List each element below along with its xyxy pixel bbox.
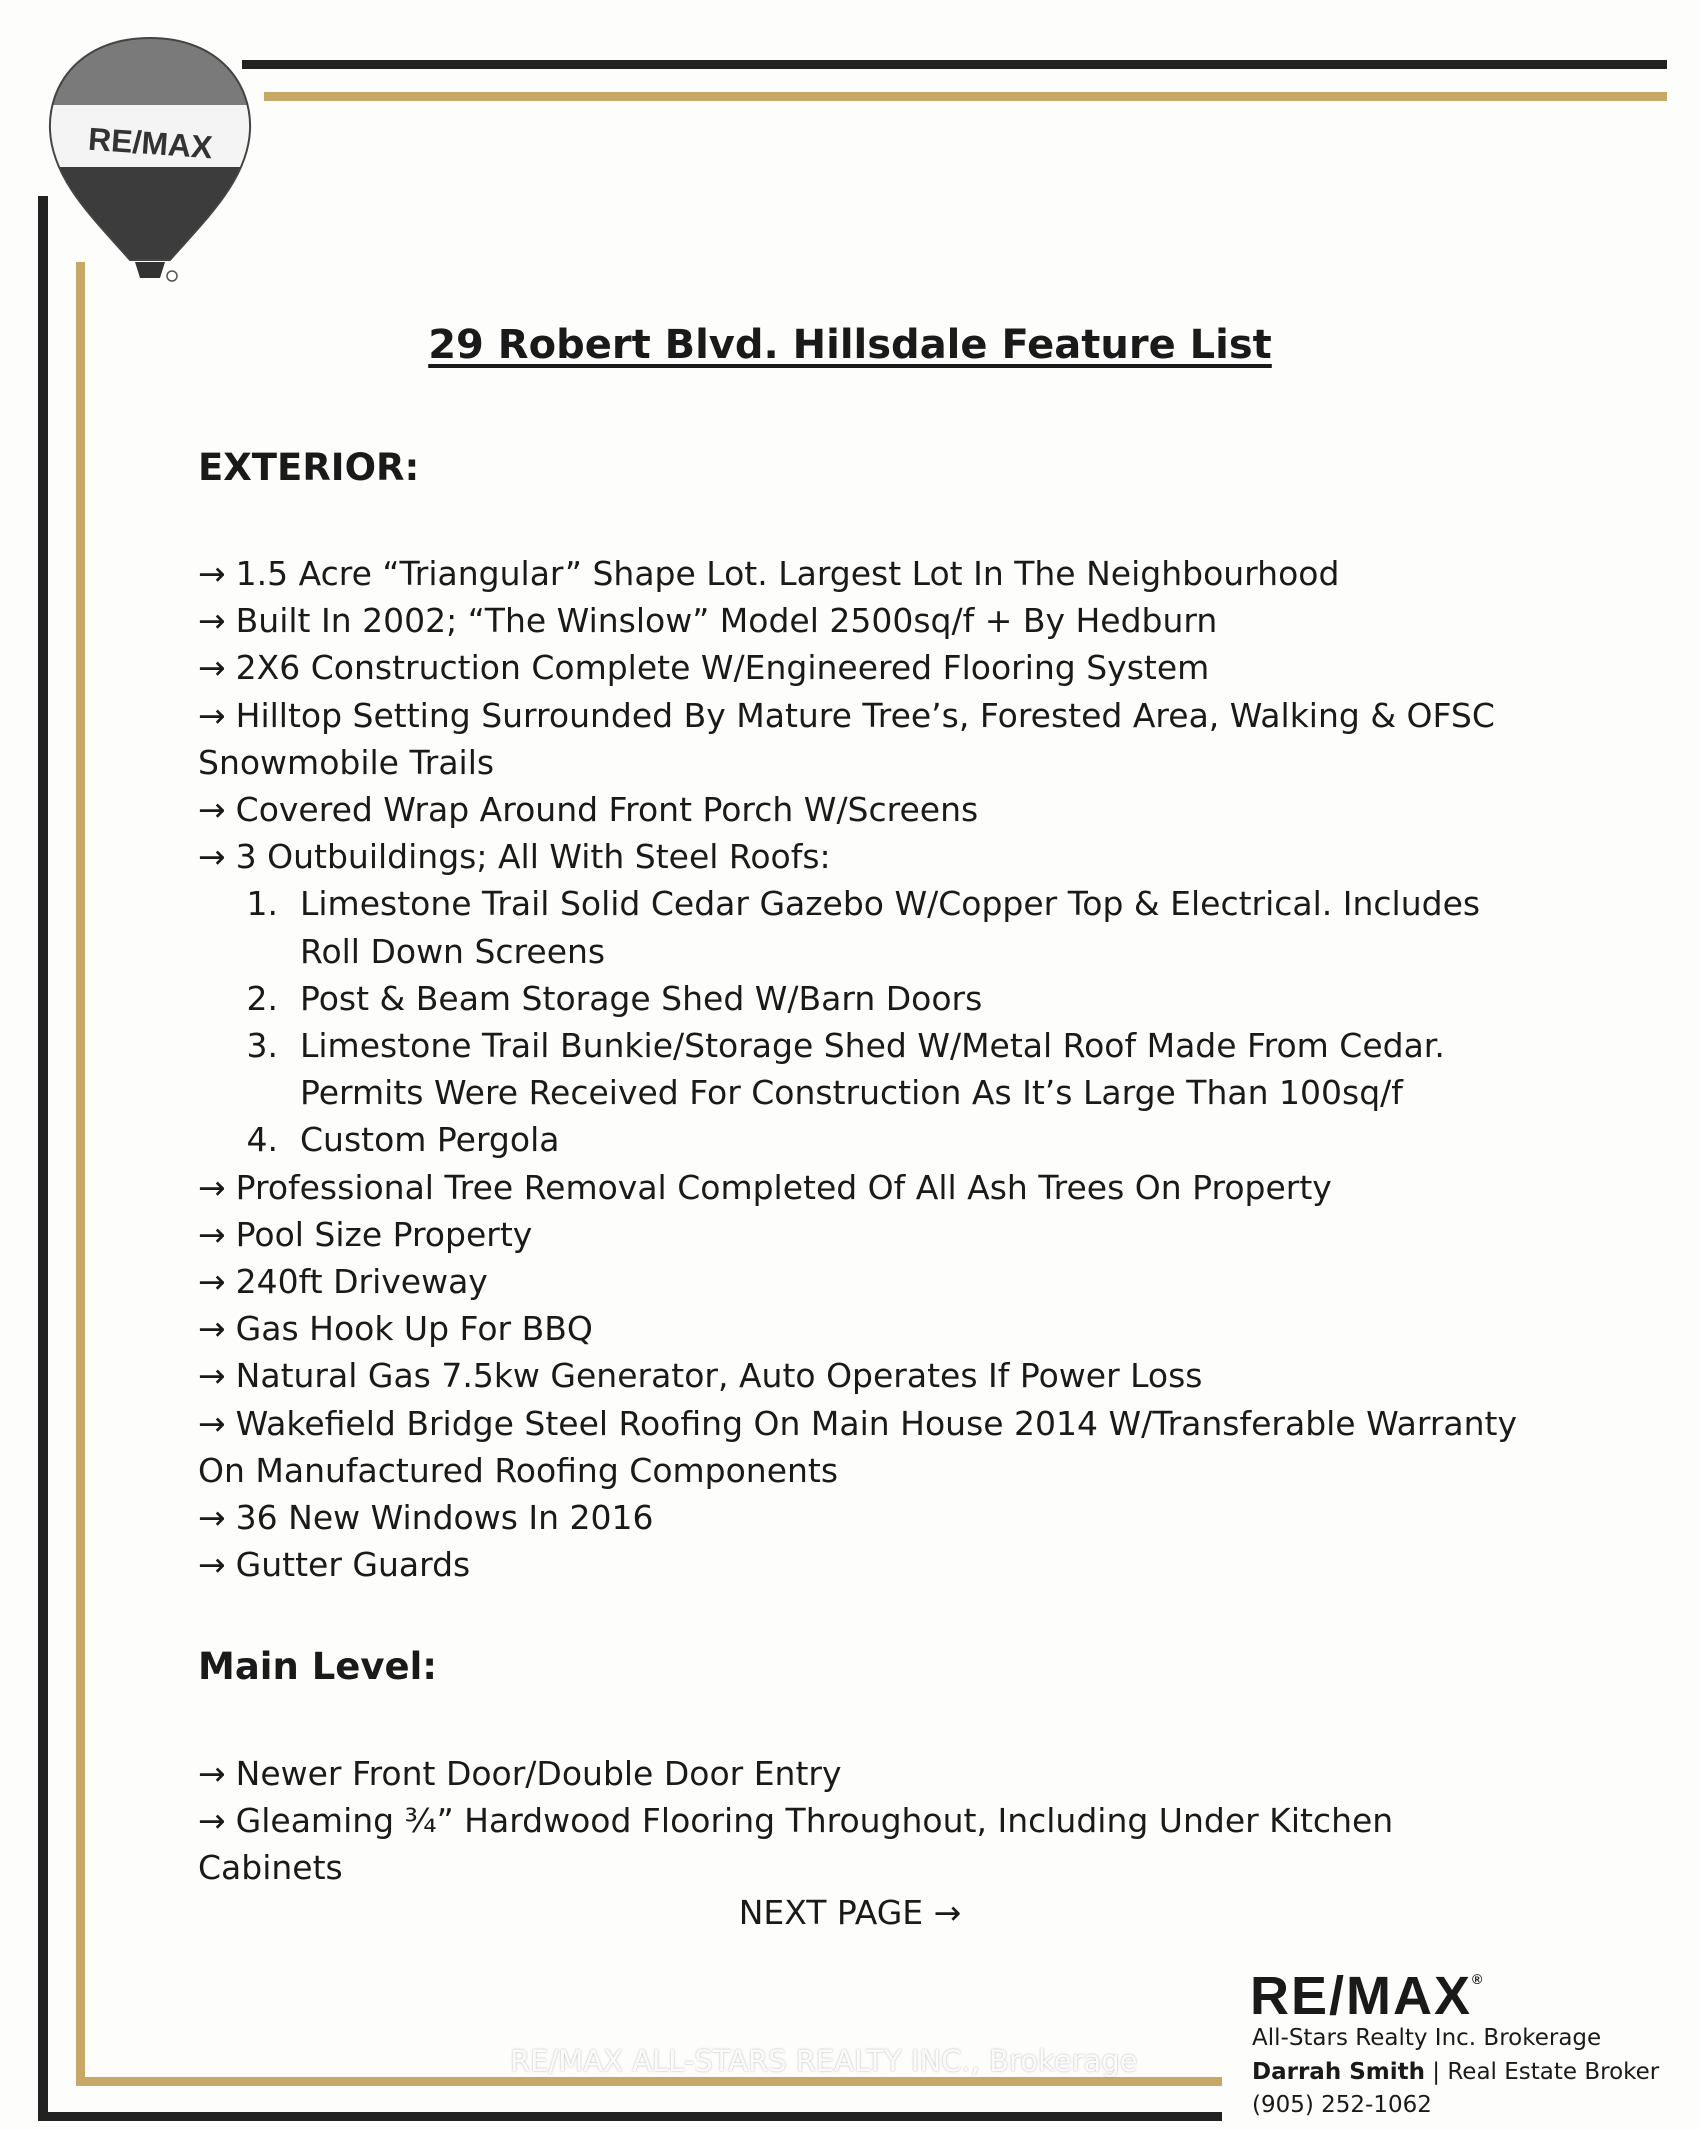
arrow-icon: → [198, 1498, 226, 1538]
arrow-icon: → [198, 1754, 226, 1793]
item-number: 1. [246, 884, 278, 924]
top-black-rule [242, 60, 1667, 69]
item-number: 3. [246, 1026, 278, 1066]
list-item: → 240ft Driveway [198, 1262, 488, 1302]
arrow-icon: → [198, 1214, 226, 1254]
outbuilding-item: 3. Limestone Trail Bunkie/Storage Shed W/Metal Roof Made From Cedar. Permits Were Received For Construction As It’s Large Than 100sq/f [198, 1022, 1518, 1116]
list-item: → Wakefield Bridge Steel Roofing On Main House 2014 W/Transferable Warranty [198, 1403, 1518, 1443]
list-item: → 3 Outbuildings; All With Steel Roofs: [198, 837, 831, 877]
list-item-continued: Snowmobile Trails [198, 742, 495, 782]
outbuilding-item: 4. Custom Pergola [198, 1116, 1518, 1163]
arrow-icon: → [198, 554, 226, 593]
main-level-heading: Main Level: [198, 1645, 438, 1688]
next-page-label: NEXT PAGE → [738, 1893, 962, 1932]
page-title: 29 Robert Blvd. Hillsdale Feature List [428, 322, 1272, 368]
arrow-icon: → [198, 837, 226, 877]
arrow-icon: → [198, 1403, 226, 1443]
item-number: 4. [246, 1120, 278, 1160]
arrow-icon: → [198, 1167, 226, 1207]
exterior-feature-list [198, 550, 1518, 1588]
bottom-black-rule [38, 2112, 1222, 2121]
bottom-gold-rule [76, 2077, 1222, 2086]
outbuilding-item: 2. Post & Beam Storage Shed W/Barn Doors [198, 975, 1518, 1022]
arrow-icon: → [198, 1309, 226, 1349]
top-gold-rule [264, 92, 1667, 101]
exterior-heading: EXTERIOR: [198, 446, 420, 489]
agent-info: Darrah Smith | Real Estate Broker [1252, 2059, 1660, 2085]
arrow-icon: → [198, 648, 226, 688]
arrow-icon: → [198, 601, 226, 641]
arrow-icon: → [198, 1801, 226, 1841]
list-item: → Pool Size Property [198, 1214, 533, 1254]
list-item: → Covered Wrap Around Front Porch W/Screens [198, 790, 979, 830]
list-item: → Gutter Guards [198, 1545, 471, 1585]
arrow-icon: → [198, 1545, 226, 1585]
list-item: → Built In 2002; “The Winslow” Model 2500sq/f + By Hedburn [198, 601, 1218, 641]
left-gold-rule [76, 262, 85, 2086]
hot-air-balloon-logo [40, 30, 260, 300]
left-black-rule [38, 196, 48, 2121]
list-item: → Gleaming ¾” Hardwood Flooring Throughout, Including Under Kitchen Cabinets [198, 1801, 1394, 1888]
arrow-icon: → [198, 790, 226, 830]
list-item: → 1.5 Acre “Triangular” Shape Lot. Largest Lot In The Neighbourhood [198, 554, 1340, 593]
list-item: → Newer Front Door/Double Door Entry [198, 1754, 842, 1793]
arrow-icon: → [198, 695, 226, 735]
list-item-continued: On Manufactured Roofing Components [198, 1450, 839, 1490]
list-item: → Natural Gas 7.5kw Generator, Auto Operates If Power Loss [198, 1356, 1203, 1396]
agent-title: Real Estate Broker [1447, 2059, 1660, 2085]
list-item: → Professional Tree Removal Completed Of All Ash Trees On Property [198, 1167, 1332, 1207]
brokerage-watermark: RE/MAX ALL-STARS REALTY INC., Brokerage [510, 2044, 1138, 2078]
brokerage-name: All-Stars Realty Inc. Brokerage [1252, 2025, 1602, 2051]
agent-name: Darrah Smith [1252, 2059, 1425, 2085]
item-number: 2. [246, 978, 278, 1018]
main-level-feature-list [198, 1750, 1518, 1892]
list-item: → 36 New Windows In 2016 [198, 1498, 654, 1538]
agent-phone: (905) 252-1062 [1252, 2092, 1432, 2118]
list-item: → Hilltop Setting Surrounded By Mature Tree’s, Forested Area, Walking & OFSC [198, 695, 1495, 735]
registered-mark: ® [1472, 1971, 1485, 1987]
arrow-icon: → [198, 1356, 226, 1396]
outbuilding-item: 1. Limestone Trail Solid Cedar Gazebo W/Copper Top & Electrical. Includes Roll Down Screens [198, 880, 1518, 974]
remax-logo: RE/MAX® [1250, 1966, 1485, 2026]
list-item: → Gas Hook Up For BBQ [198, 1309, 593, 1349]
balloon-text: RE/MAX [87, 120, 214, 166]
list-item: → 2X6 Construction Complete W/Engineered Flooring System [198, 648, 1210, 688]
arrow-icon: → [198, 1262, 226, 1302]
